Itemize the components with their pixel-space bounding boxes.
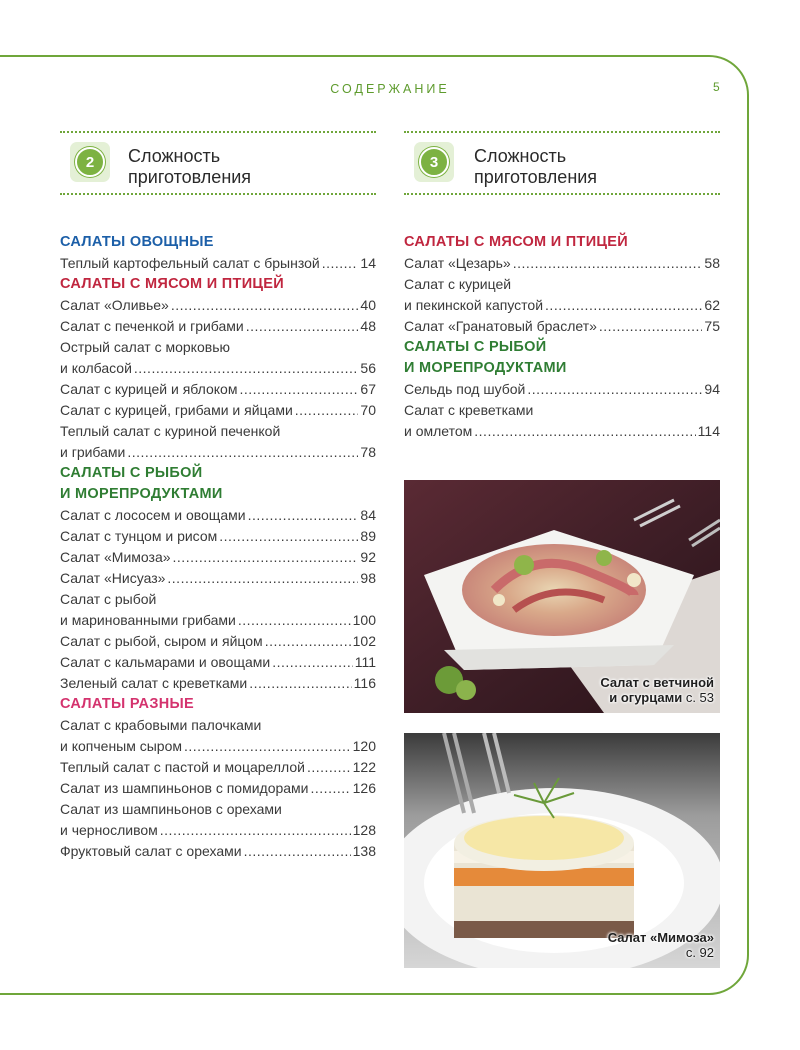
toc-entry-line <box>60 799 376 820</box>
dot-leader <box>184 736 351 757</box>
difficulty-badge <box>70 142 110 182</box>
toc-entry-text: и грибами <box>60 444 126 460</box>
toc-page-number: 126 <box>352 780 376 796</box>
toc-entry-line <box>60 547 376 568</box>
toc-entry-text: Салат с курицей, грибами и яйцами <box>60 402 293 418</box>
toc-entry <box>60 316 376 337</box>
running-head: СОДЕРЖАНИЕ <box>330 82 450 96</box>
toc-page-number: 89 <box>360 528 376 544</box>
toc-entry-line <box>404 400 720 421</box>
dot-leader <box>160 820 351 841</box>
toc-page-number: 75 <box>704 318 720 334</box>
dot-leader <box>248 505 359 526</box>
toc-entry <box>404 400 720 442</box>
toc-entry-text: и колбасой <box>60 360 132 376</box>
salad-mimosa-photo <box>404 733 720 968</box>
photo-caption <box>600 675 714 705</box>
toc-entry-text: Салат с креветками <box>404 402 534 418</box>
category-title: САЛАТЫ РАЗНЫЕ <box>60 696 194 712</box>
dot-leader <box>599 316 703 337</box>
dot-leader <box>513 253 703 274</box>
toc-page-number: 40 <box>360 297 376 313</box>
toc-page-number: 128 <box>352 822 376 838</box>
toc-entry-text: Салат «Мимоза» <box>60 549 171 565</box>
toc-entry-line <box>404 316 720 337</box>
toc-entry-text: Салат с лососем и овощами <box>60 507 246 523</box>
toc-entry-line <box>60 820 376 841</box>
photo-caption-page: с. 53 <box>685 690 714 705</box>
photo-caption-line1: Салат с ветчиной <box>600 675 714 690</box>
dotted-divider <box>404 131 720 133</box>
toc-entry-text: Теплый салат с пастой и моцареллой <box>60 759 305 775</box>
difficulty-heading <box>128 146 328 188</box>
toc-page-number: 56 <box>360 360 376 376</box>
photo-caption-line2: и огурцами <box>609 690 683 705</box>
dot-leader <box>173 547 359 568</box>
category-title: И МОРЕПРОДУКТАМИ <box>60 486 223 502</box>
difficulty-badge <box>414 142 454 182</box>
photo-caption-page: с. 92 <box>685 945 714 960</box>
dot-leader <box>246 316 359 337</box>
toc-entry <box>60 526 376 547</box>
toc-entry-text: Салат «Гранатовый браслет» <box>404 318 597 334</box>
toc-page-number: 94 <box>704 381 720 397</box>
dotted-divider <box>60 193 376 195</box>
toc-entry-line <box>60 778 376 799</box>
dotted-divider <box>60 131 376 133</box>
toc-entry <box>404 379 720 400</box>
toc-entry <box>60 337 376 379</box>
toc-entry-line <box>60 568 376 589</box>
toc-entry-line <box>60 631 376 652</box>
toc-entry-line <box>60 337 376 358</box>
toc-entry <box>404 316 720 337</box>
toc-entry-text: Зеленый салат с креветками <box>60 675 248 691</box>
toc-page-number: 111 <box>354 654 376 670</box>
toc-page-number: 102 <box>352 633 376 649</box>
toc-entry-line <box>60 841 376 862</box>
toc-entry-line <box>404 274 720 295</box>
dot-leader <box>295 400 359 421</box>
toc-entry <box>60 295 376 316</box>
toc-page-number: 120 <box>352 738 376 754</box>
toc-page-number: 100 <box>352 612 376 628</box>
salad-ham-photo <box>404 480 720 713</box>
dot-leader <box>127 442 358 463</box>
toc-entry-text: Салат с рыбой <box>60 591 157 607</box>
toc-entry-line <box>60 652 376 673</box>
toc-entry-text: Теплый картофельный салат с брынзой <box>60 255 320 271</box>
dot-leader <box>219 526 358 547</box>
toc-entry-text: Острый салат с морковью <box>60 339 230 355</box>
toc-entry-line <box>404 379 720 400</box>
toc-page-number: 138 <box>352 843 376 859</box>
category-title: САЛАТЫ ОВОЩНЫЕ <box>60 234 214 250</box>
dot-leader <box>545 295 702 316</box>
toc-entry <box>60 253 376 274</box>
difficulty-heading <box>474 146 674 188</box>
toc-entry-line <box>60 610 376 631</box>
toc-entry <box>60 421 376 463</box>
toc-entry <box>60 547 376 568</box>
toc-entry <box>404 253 720 274</box>
dot-leader <box>171 295 359 316</box>
dot-leader <box>474 421 695 442</box>
toc-entry <box>60 568 376 589</box>
toc-entry <box>60 799 376 841</box>
dot-leader <box>244 841 351 862</box>
toc-entry-text: Салат с печенкой и грибами <box>60 318 244 334</box>
dot-leader <box>311 778 351 799</box>
dot-leader <box>307 757 351 778</box>
toc-right-column <box>404 232 720 442</box>
toc-entry-line <box>60 295 376 316</box>
toc-entry-text: Салат «Оливье» <box>60 297 169 313</box>
toc-page-number: 114 <box>697 423 720 439</box>
toc-entry-line <box>404 295 720 316</box>
category-title: САЛАТЫ С МЯСОМ И ПТИЦЕЙ <box>60 276 284 292</box>
toc-entry <box>60 778 376 799</box>
dot-leader <box>239 379 358 400</box>
category-title: И МОРЕПРОДУКТАМИ <box>404 360 567 376</box>
page-number: 5 <box>713 80 720 94</box>
toc-entry-text: Салат с кальмарами и овощами <box>60 654 271 670</box>
toc-entry-line <box>60 316 376 337</box>
dot-leader <box>167 568 358 589</box>
toc-entry-line <box>60 757 376 778</box>
toc-entry-text: и черносливом <box>60 822 158 838</box>
toc-page-number: 67 <box>360 381 376 397</box>
toc-page-number: 14 <box>360 255 376 271</box>
toc-entry-text: и маринованными грибами <box>60 612 236 628</box>
dot-leader <box>134 358 359 379</box>
toc-entry-text: Салат из шампиньонов с помидорами <box>60 780 309 796</box>
toc-entry <box>60 505 376 526</box>
category-title: САЛАТЫ С МЯСОМ И ПТИЦЕЙ <box>404 234 628 250</box>
dot-leader <box>249 673 351 694</box>
difficulty-heading-line1: Сложность <box>128 146 221 166</box>
toc-entry-line <box>404 253 720 274</box>
dot-leader <box>265 631 351 652</box>
toc-entry <box>60 673 376 694</box>
photo-caption <box>608 930 714 960</box>
dot-leader <box>527 379 702 400</box>
toc-entry-line <box>60 505 376 526</box>
toc-entry <box>404 274 720 316</box>
difficulty-heading-line2: приготовления <box>128 167 252 187</box>
difficulty-heading-line2: приготовления <box>474 167 598 187</box>
dot-leader <box>322 253 359 274</box>
difficulty-level-icon: 3 <box>419 147 449 177</box>
toc-page-number: 48 <box>360 318 376 334</box>
toc-entry <box>60 757 376 778</box>
toc-entry-text: Салат с тунцом и рисом <box>60 528 218 544</box>
toc-entry <box>60 631 376 652</box>
toc-entry-line <box>60 379 376 400</box>
toc-page-number: 84 <box>360 507 376 523</box>
toc-entry-text: и копченым сыром <box>60 738 183 754</box>
difficulty-heading-line1: Сложность <box>474 146 567 166</box>
toc-entry-line <box>60 421 376 442</box>
toc-entry-text: Теплый салат с куриной печенкой <box>60 423 281 439</box>
toc-entry-line <box>404 421 720 442</box>
toc-entry <box>60 841 376 862</box>
toc-entry-line <box>60 736 376 757</box>
toc-entry-text: Салат «Нисуаз» <box>60 570 166 586</box>
dot-leader <box>238 610 351 631</box>
toc-page-number: 58 <box>704 255 720 271</box>
toc-entry <box>60 379 376 400</box>
toc-entry-text: и пекинской капустой <box>404 297 544 313</box>
toc-entry-line <box>60 358 376 379</box>
toc-entry-line <box>60 400 376 421</box>
toc-page-number: 70 <box>360 402 376 418</box>
toc-page-number: 98 <box>360 570 376 586</box>
toc-entry-text: Салат с курицей <box>404 276 512 292</box>
toc-page-number: 78 <box>360 444 376 460</box>
toc-entry-line <box>60 442 376 463</box>
toc-entry <box>60 400 376 421</box>
category-title: САЛАТЫ С РЫБОЙ <box>60 465 203 481</box>
toc-page-number: 62 <box>704 297 720 313</box>
dotted-divider <box>404 193 720 195</box>
toc-entry-text: Сельдь под шубой <box>404 381 526 397</box>
toc-entry-text: и омлетом <box>404 423 473 439</box>
toc-entry-text: Салат с курицей и яблоком <box>60 381 238 397</box>
category-title: САЛАТЫ С РЫБОЙ <box>404 339 547 355</box>
toc-entry-line <box>60 253 376 274</box>
toc-page-number: 122 <box>352 759 376 775</box>
toc-entry <box>60 589 376 631</box>
toc-entry-line <box>60 526 376 547</box>
toc-entry <box>60 715 376 757</box>
dot-leader <box>272 652 353 673</box>
difficulty-level-icon: 2 <box>75 147 105 177</box>
toc-page-number: 116 <box>353 675 376 691</box>
toc-entry-line <box>60 589 376 610</box>
toc-left-column <box>60 232 376 862</box>
toc-entry-text: Салат с рыбой, сыром и яйцом <box>60 633 263 649</box>
toc-entry-text: Салат из шампиньонов с орехами <box>60 801 282 817</box>
toc-entry-line <box>60 715 376 736</box>
toc-entry-text: Салат с крабовыми палочками <box>60 717 262 733</box>
toc-page-number: 92 <box>360 549 376 565</box>
toc-entry-line <box>60 673 376 694</box>
toc-entry-text: Фруктовый салат с орехами <box>60 843 242 859</box>
toc-entry-text: Салат «Цезарь» <box>404 255 511 271</box>
photo-caption-line1: Салат «Мимоза» <box>607 930 714 945</box>
toc-entry <box>60 652 376 673</box>
